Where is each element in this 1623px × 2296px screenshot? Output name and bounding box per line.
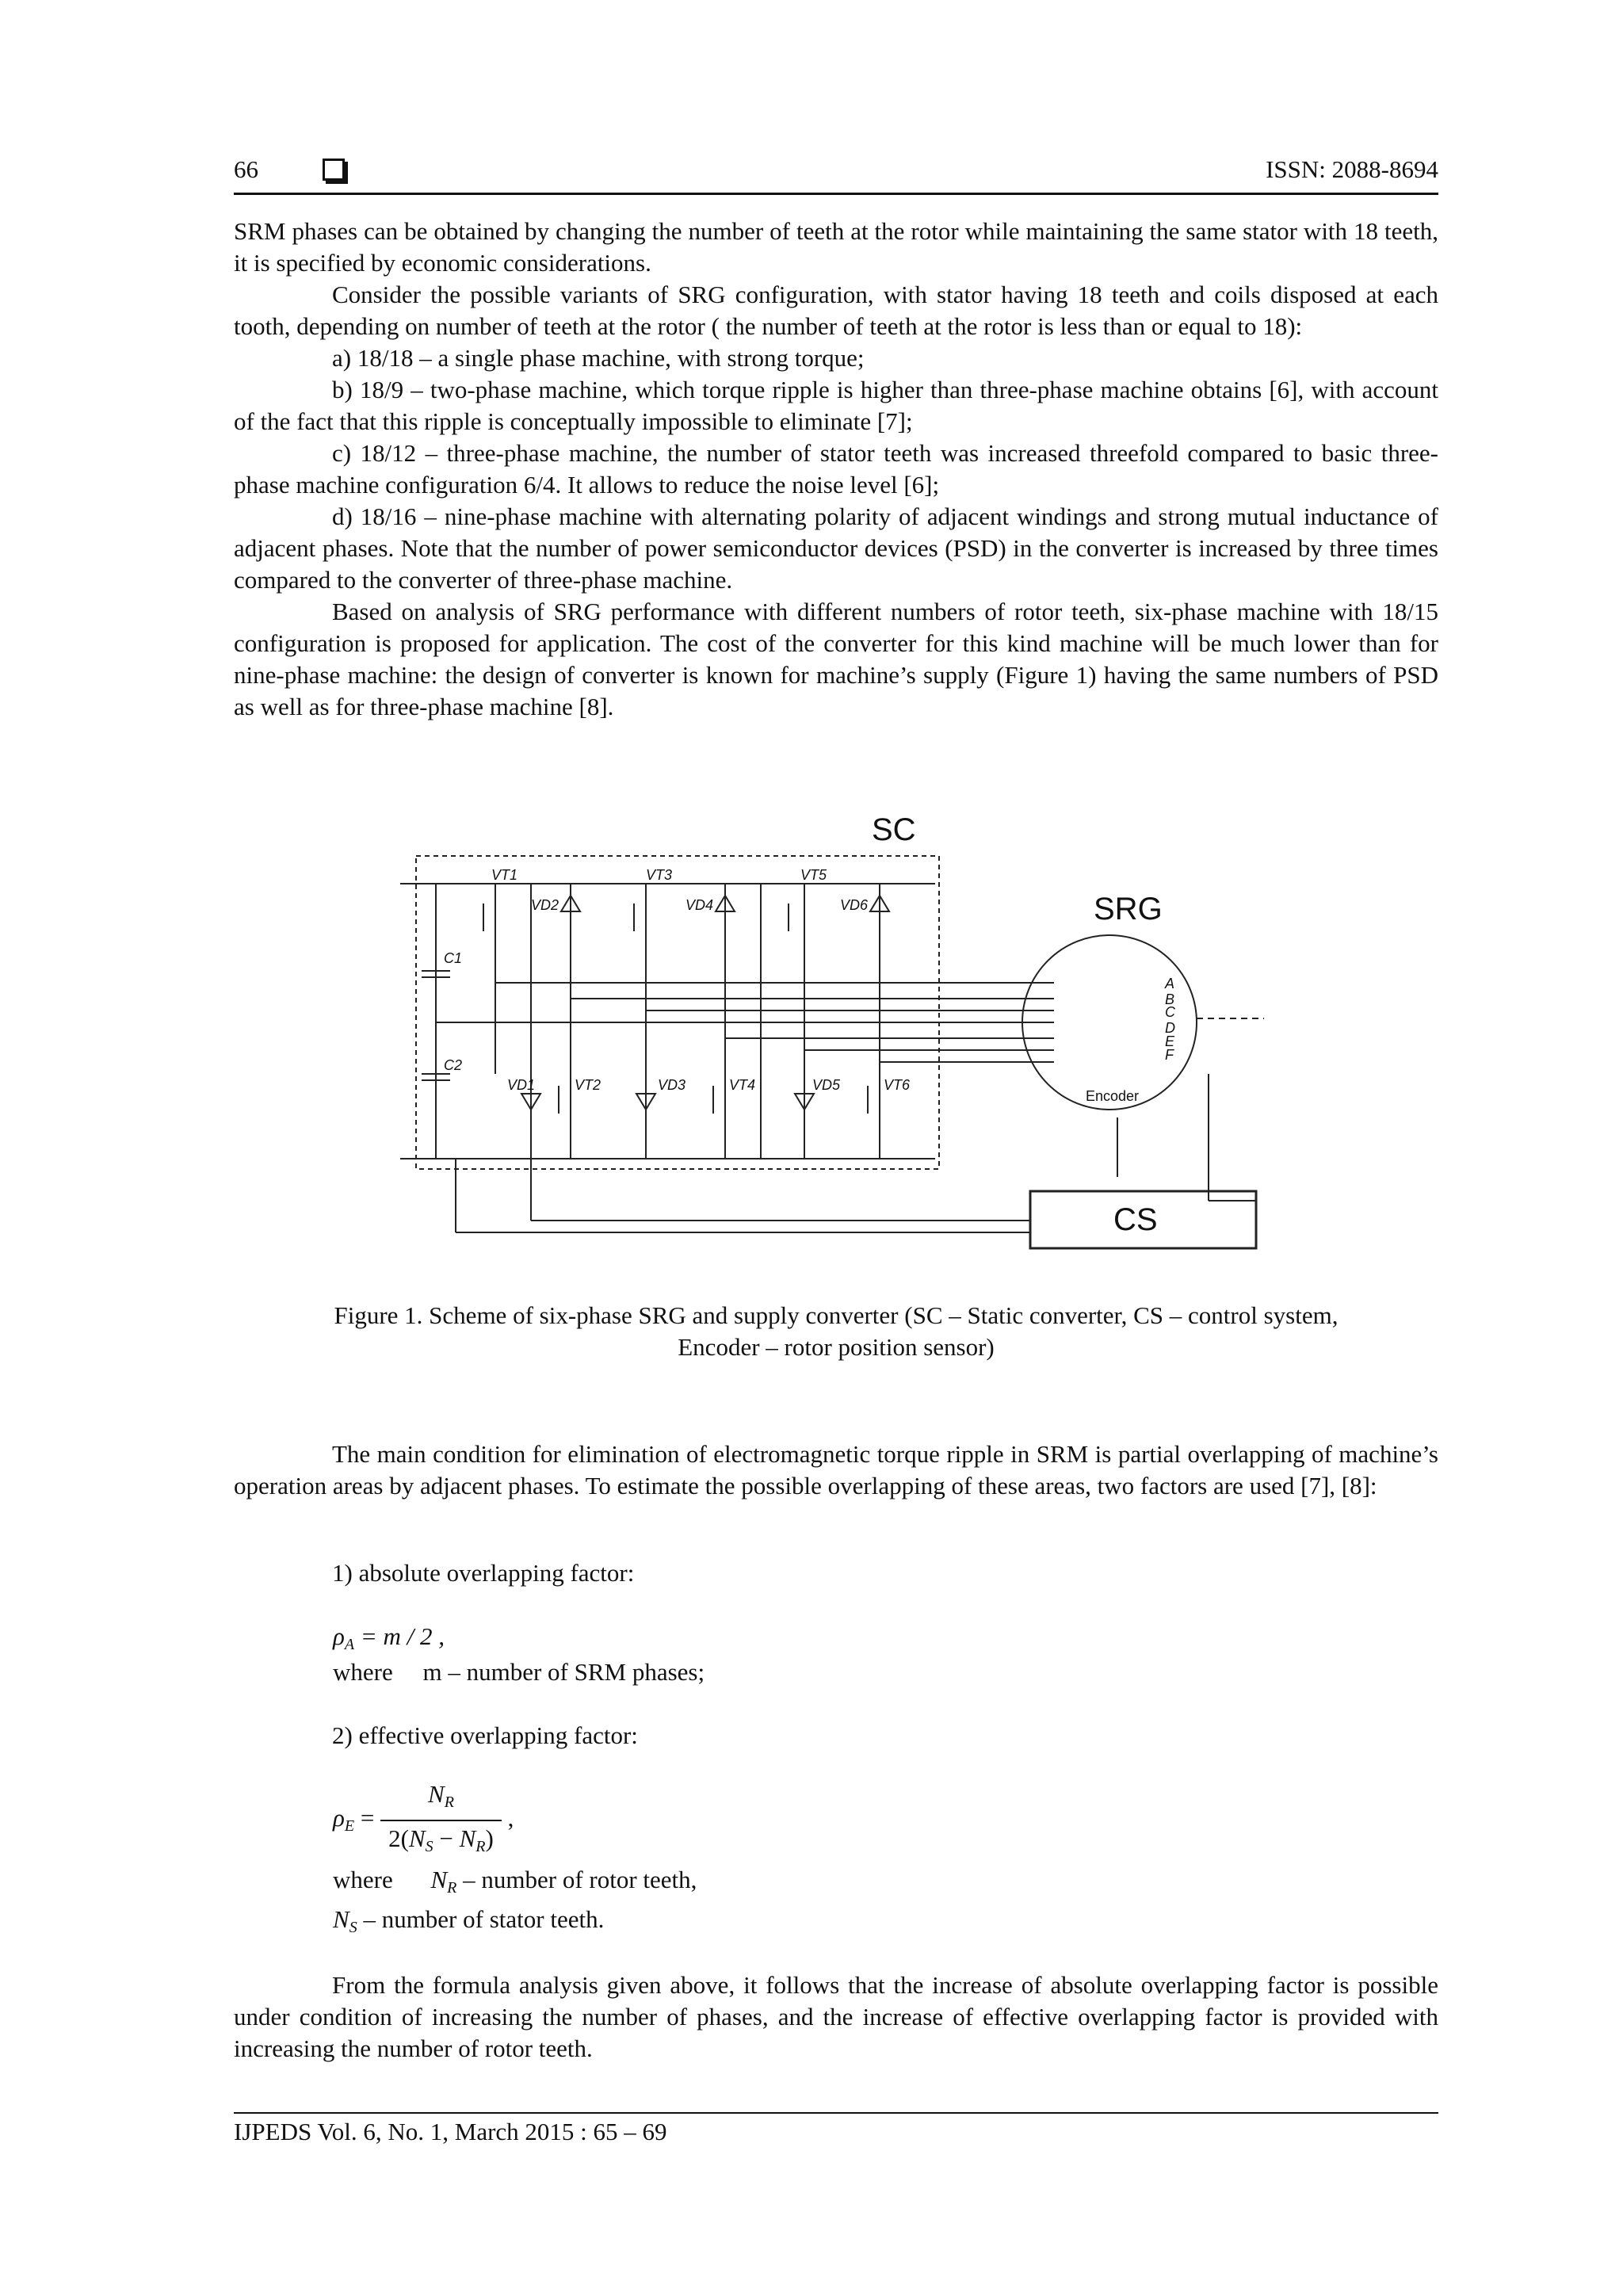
phase-c-label: C bbox=[1165, 1004, 1175, 1020]
minus-sign: − bbox=[439, 1824, 453, 1852]
page-header bbox=[234, 155, 1438, 195]
formula-effective bbox=[333, 1777, 1284, 1864]
subscript-s: S bbox=[349, 1919, 357, 1936]
header-rule bbox=[234, 193, 1438, 195]
subscript-r: R bbox=[447, 1879, 457, 1897]
c1-label: C1 bbox=[444, 950, 463, 966]
footer-rule bbox=[234, 2112, 1438, 2114]
eff-factor-label-block bbox=[234, 1720, 1438, 1752]
den-prefix: 2( bbox=[388, 1824, 409, 1852]
sc-label: SC bbox=[872, 812, 916, 847]
formula-rhs: = m / 2 , bbox=[360, 1622, 445, 1650]
paragraph: Consider the possible variants of SRG configuration, with stator having 18 teeth and coils disposed at each tooth, depending on number of teeth at the rotor ( the number of teeth at the rotor is less than or equal to 18): bbox=[234, 281, 1438, 340]
subscript-r: R bbox=[444, 1794, 454, 1811]
body-upper bbox=[234, 216, 1438, 723]
rho-symbol: ρ bbox=[333, 1804, 345, 1832]
phase-d-label: D bbox=[1165, 1020, 1175, 1036]
phase-f-label: F bbox=[1165, 1047, 1174, 1063]
vt1-label: VT1 bbox=[491, 867, 518, 883]
list-item: d) 18/16 – nine-phase machine with alternating polarity of adjacent windings and strong mutual inductance of adjacent phases. Note that the number of power semiconductor devices (PSD) in the converter is increased by three times compared to the converter of three-phase machine. bbox=[234, 502, 1438, 594]
denominator bbox=[380, 1821, 502, 1864]
phase-b-label: B bbox=[1165, 991, 1175, 1007]
eff-factor-label: 2) effective overlapping factor: bbox=[332, 1721, 638, 1749]
where-2-text: – number of rotor teeth, bbox=[463, 1866, 697, 1893]
where-2 bbox=[333, 1864, 1284, 1904]
n-symbol: N bbox=[430, 1866, 448, 1893]
abs-factor-label-block bbox=[234, 1557, 1438, 1589]
vt3-label: VT3 bbox=[646, 867, 673, 883]
paragraph: Based on analysis of SRG performance with different numbers of rotor teeth, six-phase machine with 18/15 configuration is proposed for application. The cost of the converter for this kind machine will be much lower than for nine-phase machine: the design of converter is known for machine’s supply (Figure 1) having the same numbers of PSD as well as for three-phase machine [8]. bbox=[234, 598, 1438, 720]
subscript-a: A bbox=[344, 1636, 355, 1653]
formula-absolute bbox=[333, 1621, 1284, 1660]
figure-caption bbox=[234, 1300, 1438, 1363]
vt2-label: VT2 bbox=[575, 1077, 601, 1093]
where-word: where bbox=[333, 1658, 393, 1686]
vd5-label: VD5 bbox=[812, 1077, 841, 1093]
vd6-label: VD6 bbox=[840, 897, 869, 913]
where-1-text: m – number of SRM phases; bbox=[422, 1658, 705, 1686]
n-symbol: N bbox=[428, 1780, 445, 1808]
body-final bbox=[234, 1969, 1438, 2065]
vt4-label: VT4 bbox=[729, 1077, 756, 1093]
caption-line: Encoder – rotor position sensor) bbox=[678, 1333, 995, 1361]
vd4-label: VD4 bbox=[685, 897, 714, 913]
variant-list bbox=[234, 342, 1438, 596]
paragraph: From the formula analysis given above, it follows that the increase of absolute overlapping factor is possible under condition of increasing the number of phases, and the increase of effective overlapping factor is provided with increasing the number of rotor teeth. bbox=[234, 1971, 1438, 2062]
vd1-label: VD1 bbox=[507, 1077, 536, 1093]
caption-line: Figure 1. Scheme of six-phase SRG and supply converter (SC – Static converter, CS – control system, bbox=[334, 1301, 1338, 1329]
subscript-e: E bbox=[344, 1817, 355, 1836]
phase-e-label: E bbox=[1165, 1033, 1175, 1049]
body-lower bbox=[234, 1438, 1438, 1502]
close-paren: ) bbox=[485, 1824, 494, 1852]
where-1 bbox=[333, 1656, 1284, 1688]
n-symbol: N bbox=[333, 1905, 349, 1933]
c2-label: C2 bbox=[444, 1057, 463, 1073]
n-symbol: N bbox=[459, 1824, 476, 1852]
paragraph: SRM phases can be obtained by changing the number of teeth at the rotor while maintaining the same stator with 18 teeth, it is specified by economic considerations. bbox=[234, 217, 1438, 277]
vt6-label: VT6 bbox=[884, 1077, 911, 1093]
comma: , bbox=[507, 1804, 514, 1832]
journal-footer: IJPEDS Vol. 6, No. 1, March 2015 : 65 – 69 bbox=[234, 2118, 667, 2145]
ns-line bbox=[333, 1904, 1284, 1943]
circuit-diagram bbox=[372, 804, 1292, 1280]
issn: ISSN: 2088-8694 bbox=[1266, 155, 1438, 183]
encoder-label: Encoder bbox=[1086, 1088, 1140, 1104]
where-word: where bbox=[333, 1866, 393, 1893]
numerator bbox=[380, 1777, 502, 1821]
paragraph: The main condition for elimination of electromagnetic torque ripple in SRM is partial overlapping of machine’s operation areas by adjacent phases. To estimate the possible overlapping of these areas, two factors are used [7], [8]: bbox=[234, 1440, 1438, 1499]
abs-factor-label: 1) absolute overlapping factor: bbox=[332, 1559, 635, 1587]
list-item: a) 18/18 – a single phase machine, with strong torque; bbox=[332, 344, 865, 372]
equals-sign: = bbox=[360, 1804, 375, 1832]
phase-a-label: A bbox=[1165, 976, 1175, 991]
list-item: c) 18/12 – three-phase machine, the number of stator teeth was increased threefold compared to basic three-phase machine configuration 6/4. It allows to reduce the noise level [6]; bbox=[234, 439, 1438, 499]
vd2-label: VD2 bbox=[531, 897, 559, 913]
cs-label: CS bbox=[1113, 1202, 1158, 1237]
srg-label: SRG bbox=[1094, 892, 1163, 926]
ns-text: – number of stator teeth. bbox=[363, 1905, 605, 1933]
square-bullet-icon bbox=[323, 159, 345, 181]
list-item: b) 18/9 – two-phase machine, which torque ripple is higher than three-phase machine obtains [6], with account of the fact that this ripple is conceptually impossible to eliminate [7]; bbox=[234, 376, 1438, 435]
rho-symbol: ρ bbox=[333, 1622, 345, 1650]
vd3-label: VD3 bbox=[658, 1077, 686, 1093]
subscript-s: S bbox=[425, 1838, 433, 1855]
vt5-label: VT5 bbox=[800, 867, 827, 883]
n-symbol: N bbox=[408, 1824, 426, 1852]
subscript-r: R bbox=[475, 1838, 486, 1855]
fraction bbox=[380, 1777, 502, 1864]
page-number: 66 bbox=[234, 155, 258, 183]
